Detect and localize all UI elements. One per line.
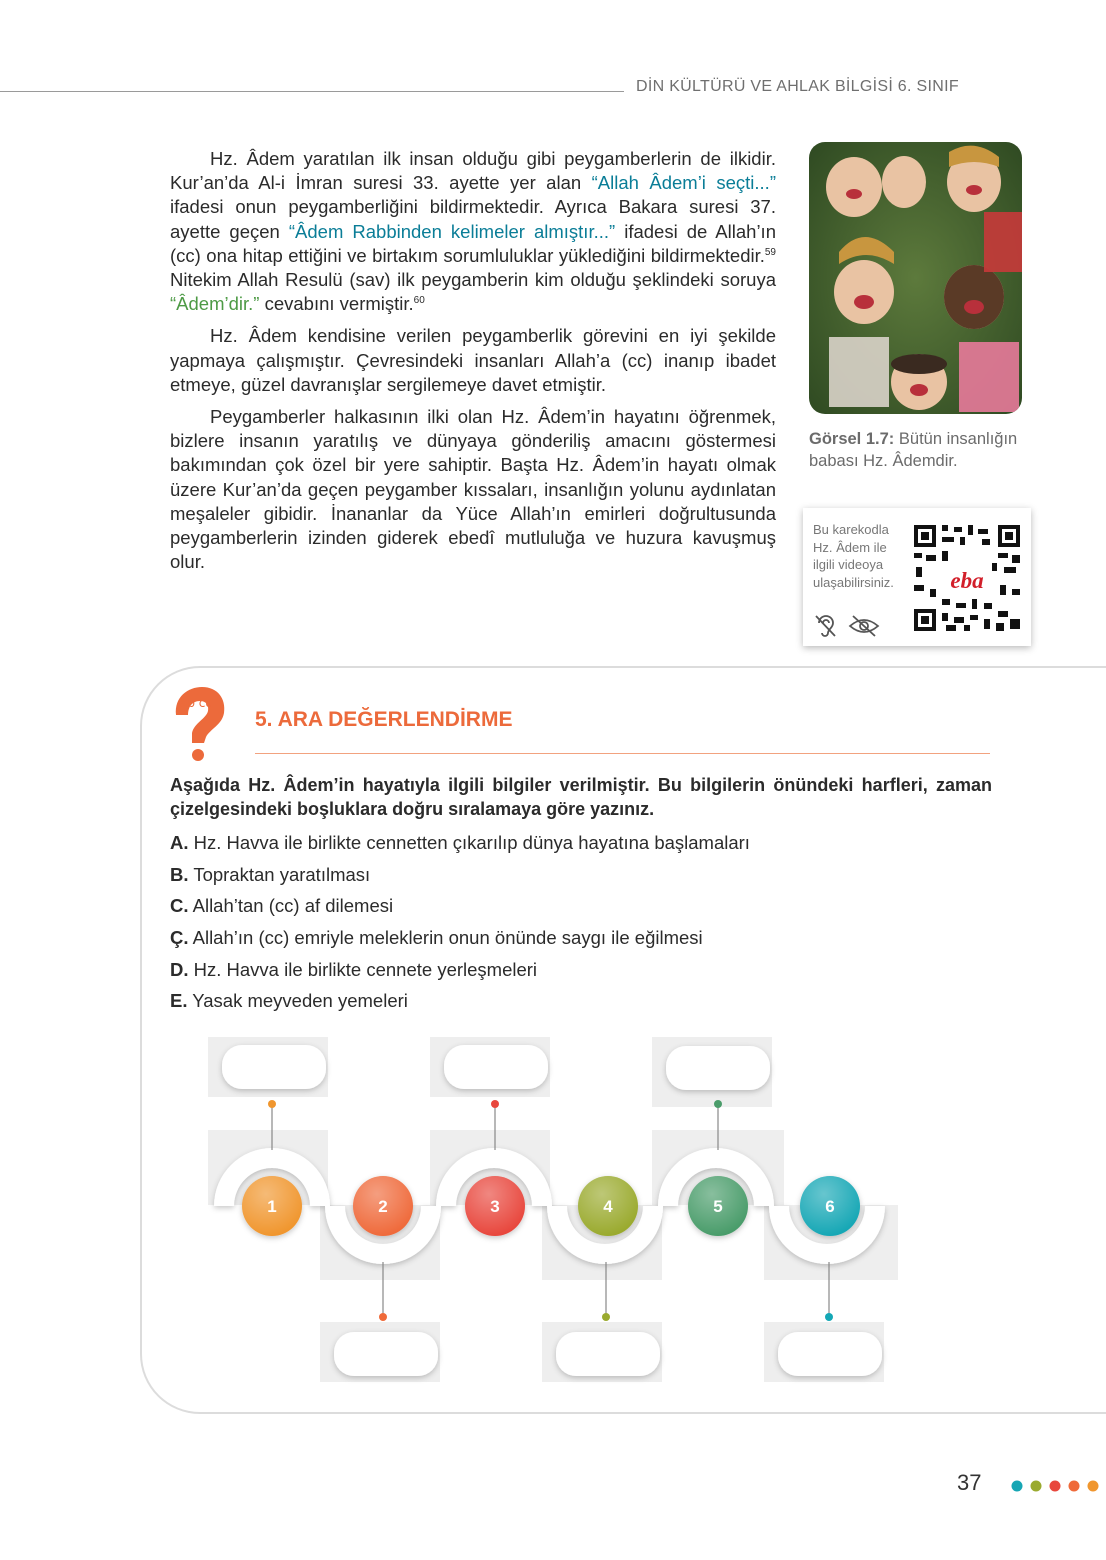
step-number: 1: [267, 1197, 277, 1216]
quote-allah-ademi-secti: “Allah Âdem’i seçti...”: [591, 172, 776, 194]
answer-box-1[interactable]: [222, 1045, 326, 1089]
step-number: 2: [378, 1197, 388, 1216]
figure-caption: Görsel 1.7: Bütün insanlığın babası Hz. Âdemdir.: [809, 430, 1018, 470]
page-number: 37: [957, 1470, 982, 1495]
quote-ademdir: “Âdem’dir.”: [170, 293, 260, 315]
answer-box-2[interactable]: [334, 1332, 438, 1376]
step-number: 4: [603, 1197, 613, 1216]
decorative-dots: [1011, 1479, 1103, 1498]
option-item: Ç. Allah’ın (cc) emriyle meleklerin onun önünde saygı ile eğilmesi: [170, 927, 703, 949]
running-header: DİN KÜLTÜRÜ VE AHLAK BİLGİSİ 6. SINIF: [636, 78, 959, 95]
option-item: A. Hz. Havva ile birlikte cennetten çıkarılıp dünya hayatına başlamaları: [170, 832, 750, 853]
answer-box-5[interactable]: [666, 1046, 770, 1090]
option-item: B. Topraktan yaratılması: [170, 863, 371, 885]
paragraph-3: Peygamberler halkasının ilki olan Hz. Âdem’in hayatını öğrenmek, bizlere insanın yaratılış ve dünyaya gönderiliş amacını göstermesi bakımından çok özel bir yere sahiptir. Başta Hz. Âdem’in hayatı olmak üzere Kur’an’da geçen peygamber kıssaları, insanlığın yolunu aydınlatan meşaleler gibidir. İnananlar da Yüce Allah’ın emirleri doğrultusunda peygamberlerin izinden giderek ebedî mutluluğa ve huzura kavuşmuş olur.: [170, 406, 776, 573]
option-item: E. Yasak meyveden yemeleri: [170, 990, 408, 1012]
section-title: 5. ARA DEĞERLENDİRME: [255, 708, 513, 731]
step-number: 3: [490, 1197, 500, 1216]
step-number: 6: [825, 1197, 835, 1216]
footnote-59: 59: [764, 246, 776, 258]
option-item: D. Hz. Havva ile birlikte cennete yerleşmeleri: [170, 958, 538, 980]
quote-adem-rabbinden: “Âdem Rabbinden kelimeler almıştır...”: [288, 220, 616, 242]
paragraph-2: Hz. Âdem kendisine verilen peygamberlik görevini en iyi şekilde yapmaya çalışmıştır. Çevresindeki insanları Allah’a (cc) inanıp ibadet etmeye, güzel davranışlar sergilemeye davet etmiştir.: [170, 325, 776, 395]
answer-box-4[interactable]: [556, 1332, 660, 1376]
paragraph-1: Hz. Âdem yaratılan ilk insan olduğu gibi peygamberlerin de ilkidir. Kur’an’da Al-i İmran suresi 33. ayette yer alan “Allah Âdem’i seçti...” ifadesi onun peygamberliğini bildirmektedir. Ayrıca Bakara suresi 37. ayette geçen “Âdem Rabbinden kelimeler almıştır...” ifadesi de Allah’ın (cc) ona hitap ettiğini ve birtakım sorumluluklar yüklediğini bildirmektedir.$^{59}$ Nitekim Allah Resulü (sav) ilk peygamberin kim olduğu şeklindeki soruya “Âdem’dir.” cevabını vermiştir.$^{60}$: [170, 148, 776, 315]
icon-letters: ab cd: [180, 696, 213, 710]
qr-description: Bu karekodla Hz. Âdem ile ilgili videoya ulaşabilirsiniz.: [813, 522, 894, 590]
answer-box-3[interactable]: [444, 1045, 548, 1089]
step-number: 5: [713, 1197, 723, 1216]
footnote-60: 60: [413, 295, 425, 307]
answer-box-6[interactable]: [778, 1332, 882, 1376]
instruction-text: Aşağıda Hz. Âdem’in hayatıyla ilgili bilgiler verilmiştir. Bu bilgilerin önündeki harfleri, zaman çizelgesindeki boşluklara doğru sıralamaya göre yazınız.: [170, 775, 992, 819]
eba-logo: eba: [950, 568, 984, 593]
figure-label: Görsel 1.7:: [809, 430, 895, 448]
option-item: C. Allah’tan (cc) af dilemesi: [170, 895, 394, 917]
